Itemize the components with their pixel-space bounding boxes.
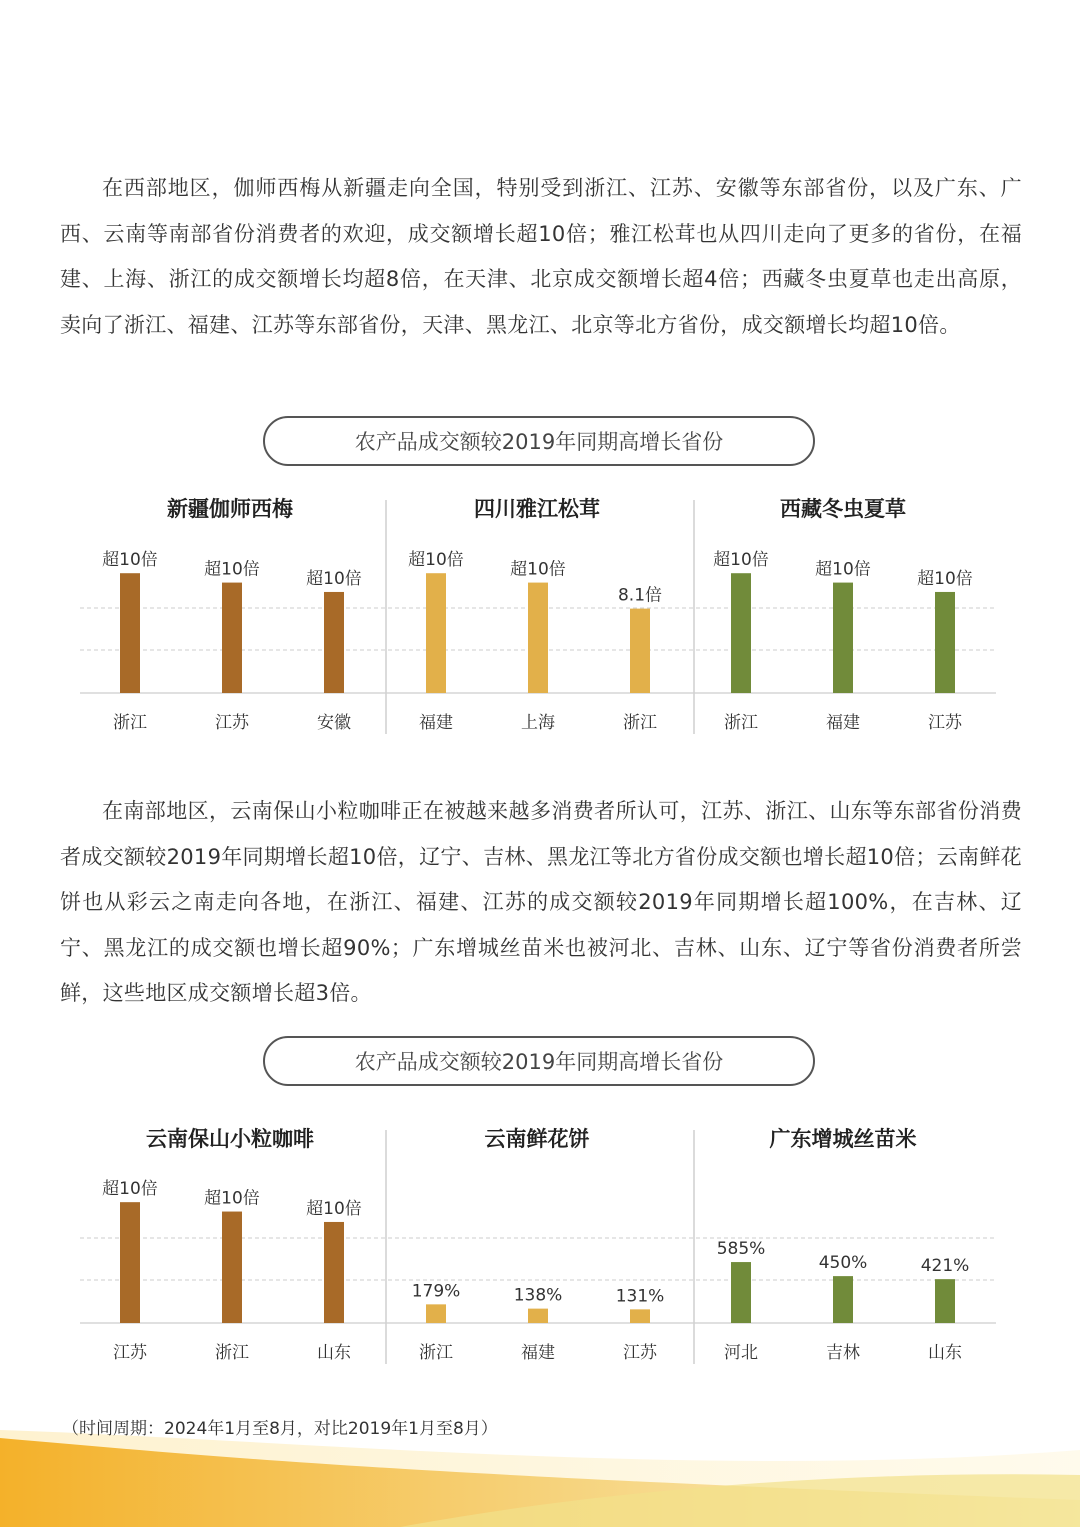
data-label: 超10倍	[713, 550, 769, 571]
section-title-pill-first: 农产品成交额较2019年同期高增长省份	[263, 416, 815, 466]
section-title-pill-second: 农产品成交额较2019年同期高增长省份	[263, 1036, 815, 1086]
bar	[833, 583, 853, 693]
data-label: 超10倍	[306, 1198, 362, 1219]
bar	[324, 1222, 344, 1323]
category-label: 江苏	[215, 713, 249, 733]
paragraph-west: 在西部地区，伽师西梅从新疆走向全国，特别受到浙江、江苏、安徽等东部省份，以及广东、广西、云南等南部省份消费者的欢迎，成交额增长超10倍；雅江松茸也从四川走向了更多的省份，在福建、上海、浙江的成交额增长均超8倍，在天津、北京成交额增长超4倍；西藏冬虫夏草也走出高原，卖向了浙江、福建、江苏等东部省份，天津、黑龙江、北京等北方省份，成交额增长均超10倍。	[60, 176, 1022, 337]
bar	[426, 573, 446, 693]
data-label: 131%	[615, 1286, 665, 1307]
category-label: 山东	[928, 1343, 962, 1363]
bar	[324, 592, 344, 693]
data-label: 超10倍	[408, 550, 464, 571]
data-label: 421%	[920, 1256, 970, 1277]
data-label: 超10倍	[815, 559, 871, 580]
data-label: 450%	[818, 1253, 868, 1274]
category-label: 河北	[724, 1343, 758, 1363]
bar	[731, 573, 751, 693]
data-label: 超10倍	[917, 568, 973, 589]
group-title: 西藏冬虫夏草	[780, 497, 906, 521]
data-label: 超10倍	[306, 568, 362, 589]
bar	[120, 573, 140, 693]
bar	[731, 1262, 751, 1323]
bar	[120, 1202, 140, 1323]
data-label: 179%	[411, 1281, 461, 1302]
bar	[833, 1276, 853, 1323]
data-label: 585%	[716, 1239, 766, 1260]
category-label: 浙江	[419, 1343, 453, 1363]
data-label: 超10倍	[102, 1179, 158, 1200]
bar	[630, 609, 650, 693]
category-label: 江苏	[623, 1343, 657, 1363]
bar	[528, 583, 548, 693]
data-label: 8.1倍	[617, 585, 663, 606]
category-label: 吉林	[826, 1343, 860, 1363]
category-label: 浙江	[113, 713, 147, 733]
bar	[222, 1212, 242, 1323]
category-label: 浙江	[724, 713, 758, 733]
category-label: 浙江	[623, 713, 657, 733]
footnote-time-period: （时间周期：2024年1月至8月，对比2019年1月至8月）	[62, 1419, 498, 1439]
bar-chart-south	[0, 1110, 1080, 1380]
group-title: 云南鲜花饼	[484, 1127, 590, 1151]
bar-chart-west	[0, 480, 1080, 750]
category-label: 江苏	[928, 713, 962, 733]
bar	[528, 1309, 548, 1323]
category-label: 江苏	[113, 1343, 147, 1363]
data-label: 超10倍	[204, 559, 260, 580]
category-label: 安徽	[317, 713, 351, 733]
group-title: 云南保山小粒咖啡	[146, 1127, 314, 1151]
category-label: 上海	[521, 713, 555, 733]
category-label: 山东	[317, 1343, 351, 1363]
data-label: 超10倍	[510, 559, 566, 580]
category-label: 福建	[521, 1343, 555, 1363]
bar	[426, 1304, 446, 1323]
paragraph-south: 在南部地区，云南保山小粒咖啡正在被越来越多消费者所认可，江苏、浙江、山东等东部省份消费者成交额较2019年同期增长超10倍，辽宁、吉林、黑龙江等北方省份成交额也增长超10倍；云南鲜花饼也从彩云之南走向各地，在浙江、福建、江苏的成交额较2019年同期增长超100%，在吉林、辽宁、黑龙江的成交额也增长超90%；广东增城丝苗米也被河北、吉林、山东、辽宁等省份消费者所尝鲜，这些地区成交额增长超3倍。	[60, 799, 1022, 1006]
group-title: 四川雅江松茸	[474, 497, 600, 521]
bar	[935, 1279, 955, 1323]
data-label: 138%	[513, 1285, 563, 1306]
group-title: 新疆伽师西梅	[167, 497, 293, 521]
bar	[222, 583, 242, 693]
group-title: 广东增城丝苗米	[769, 1127, 917, 1151]
category-label: 福建	[419, 713, 453, 733]
data-label: 超10倍	[204, 1188, 260, 1209]
category-label: 福建	[826, 713, 860, 733]
data-label: 超10倍	[102, 550, 158, 571]
bar	[935, 592, 955, 693]
bar	[630, 1309, 650, 1323]
category-label: 浙江	[215, 1343, 249, 1363]
